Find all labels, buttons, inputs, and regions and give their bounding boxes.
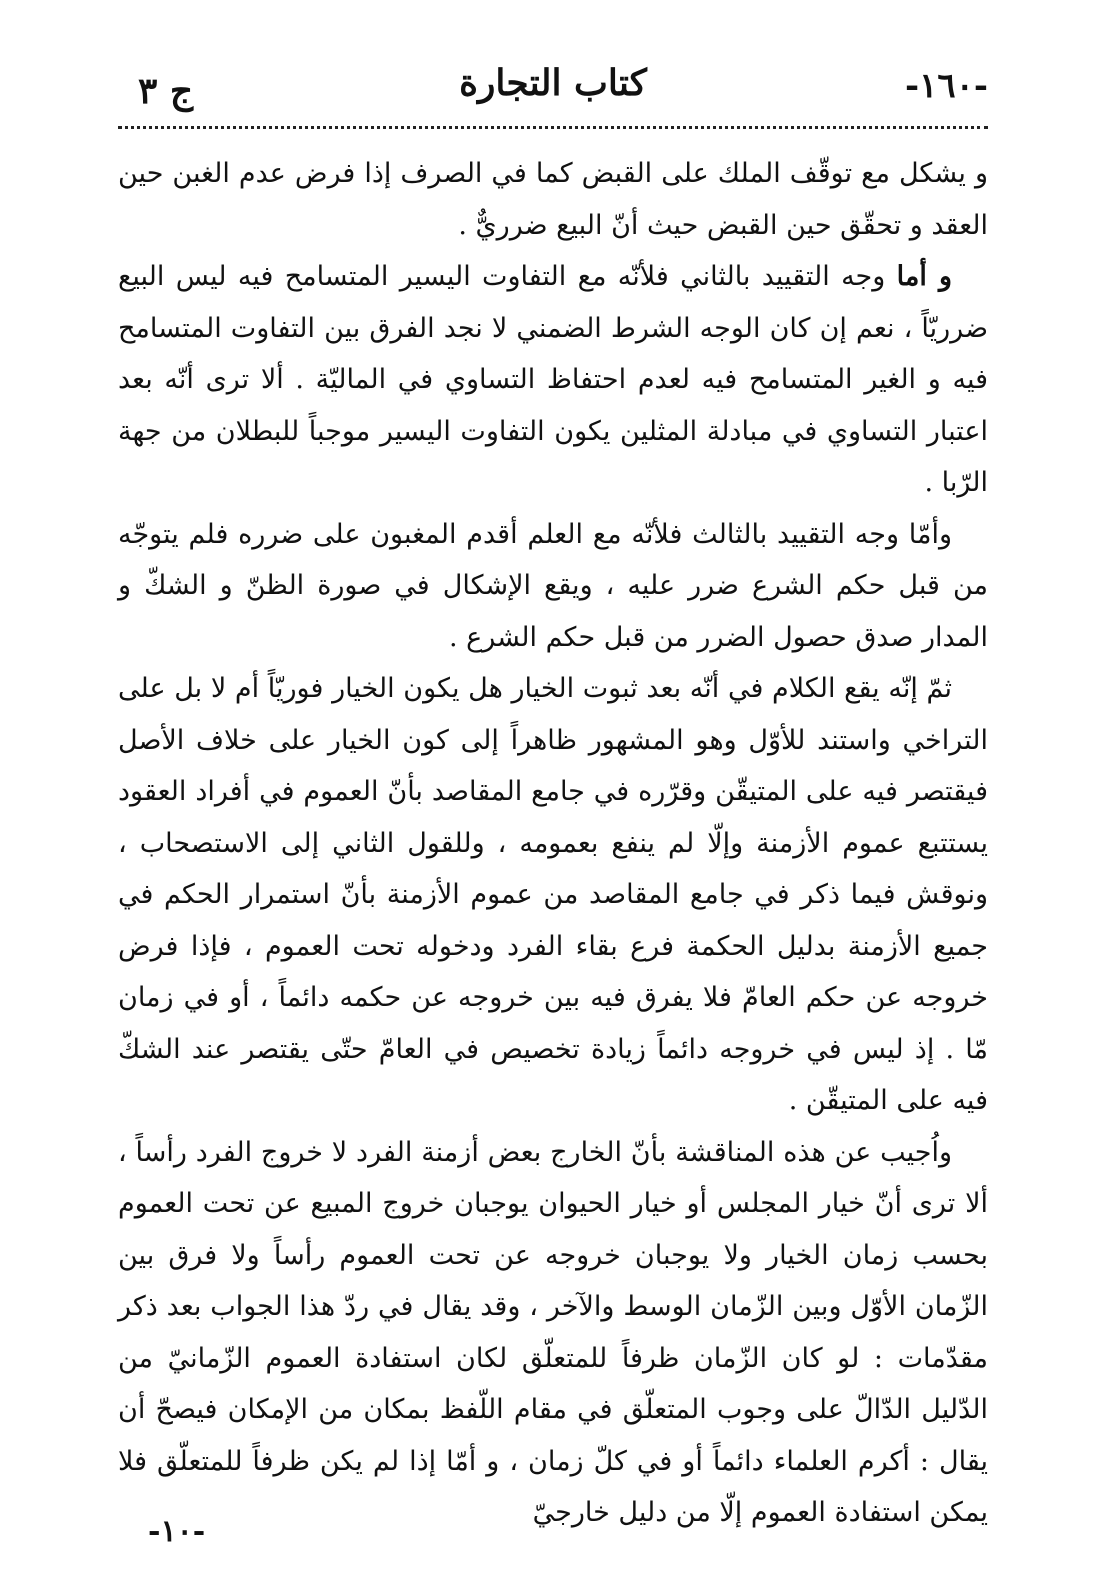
- paragraph-text: وأمّا وجه التقييد بالثالث فلأنّه مع العلم أقدم المغبون على ضرره فلم يتوجّه من قبل حكم الشرع ضرر عليه ، ويقع الإشكال في صورة الظنّ و الشكّ و المدار صدق حصول الضرر من قبل حكم الشرع .: [118, 518, 988, 653]
- printer-signature-mark: -١٠-: [148, 1514, 206, 1549]
- volume-label: ج ٣: [138, 70, 194, 112]
- paragraph: [118, 509, 988, 664]
- header-divider: [118, 126, 988, 129]
- page-header: [118, 58, 988, 118]
- paragraph-text: وجه التقييد بالثاني فلأنّه مع التفاوت اليسير المتسامح فيه ليس البيع ضرريّاً ، نعم إن كان الوجه الشرط الضمني لا نجد الفرق بين التفاوت المتسامح فيه و الغير المتسامح فيه لعدم احتفاظ التساوي في الماليّة . ألا ترى أنّه بعد اعتبار التساوي في مبادلة المثلين يكون التفاوت اليسير موجباً للبطلان من جهة الرّبا .: [118, 261, 988, 498]
- paragraph: [118, 148, 988, 251]
- paragraph: [118, 251, 988, 509]
- paragraph-text: واُجيب عن هذه المناقشة بأنّ الخارج بعض أزمنة الفرد لا خروج الفرد رأساً ، ألا ترى أنّ خيار المجلس أو خيار الحيوان يوجبان خروج المبيع عن تحت العموم بحسب زمان الخيار ولا يوجبان خروجه عن تحت العموم رأساً ولا فرق بين الزّمان الأوّل وبين الزّمان الوسط والآخر ، وقد يقال في ردّ هذا الجواب بعد ذكر مقدّمات : لو كان الزّمان ظرفاً للمتعلّق لكان استفادة العموم الزّمانيّ من الدّليل الدّالّ على وجوب المتعلّق في مقام اللّفظ بمكان من الإمكان فيصحّ أن يقال : أكرم العلماء دائماً أو في كلّ زمان ، و أمّا إذا لم يكن ظرفاً للمتعلّق فلا يمكن استفادة العموم إلّا من دليل خارجيّ: [118, 1136, 988, 1528]
- book-title: كتاب التجارة: [459, 62, 647, 104]
- paragraph-lead: و أما: [896, 261, 952, 292]
- page-number: -١٦٠-: [904, 66, 988, 106]
- paragraph: [118, 1127, 988, 1539]
- paragraph-text: و يشكل مع توقّف الملك على القبض كما في الصرف إذا فرض عدم الغبن حين العقد و تحقّق حين القبض حيث أنّ البيع ضرريٌّ .: [118, 158, 988, 241]
- body-text: [118, 148, 988, 1539]
- paragraph: [118, 663, 988, 1127]
- paragraph-text: ثمّ إنّه يقع الكلام في أنّه بعد ثبوت الخيار هل يكون الخيار فوريّاً أم لا بل على التراخي واستند للأوّل وهو المشهور ظاهراً إلى كون الخيار على خلاف الأصل فيقتصر فيه على المتيقّن وقرّره في جامع المقاصد بأنّ العموم في أفراد العقود يستتبع عموم الأزمنة وإلّا لم ينفع بعمومه ، وللقول الثاني إلى الاستصحاب ، ونوقش فيما ذكر في جامع المقاصد من عموم الأزمنة بأنّ استمرار الحكم في جميع الأزمنة بدليل الحكمة فرع بقاء الفرد ودخوله تحت العموم ، فإذا فرض خروجه عن حكم العامّ فلا يفرق فيه بين خروجه عن حكمه دائماً ، أو في زمان مّا . إذ ليس في خروجه دائماً زيادة تخصيص في العامّ حتّى يقتصر عند الشكّ فيه على المتيقّن .: [118, 673, 988, 1116]
